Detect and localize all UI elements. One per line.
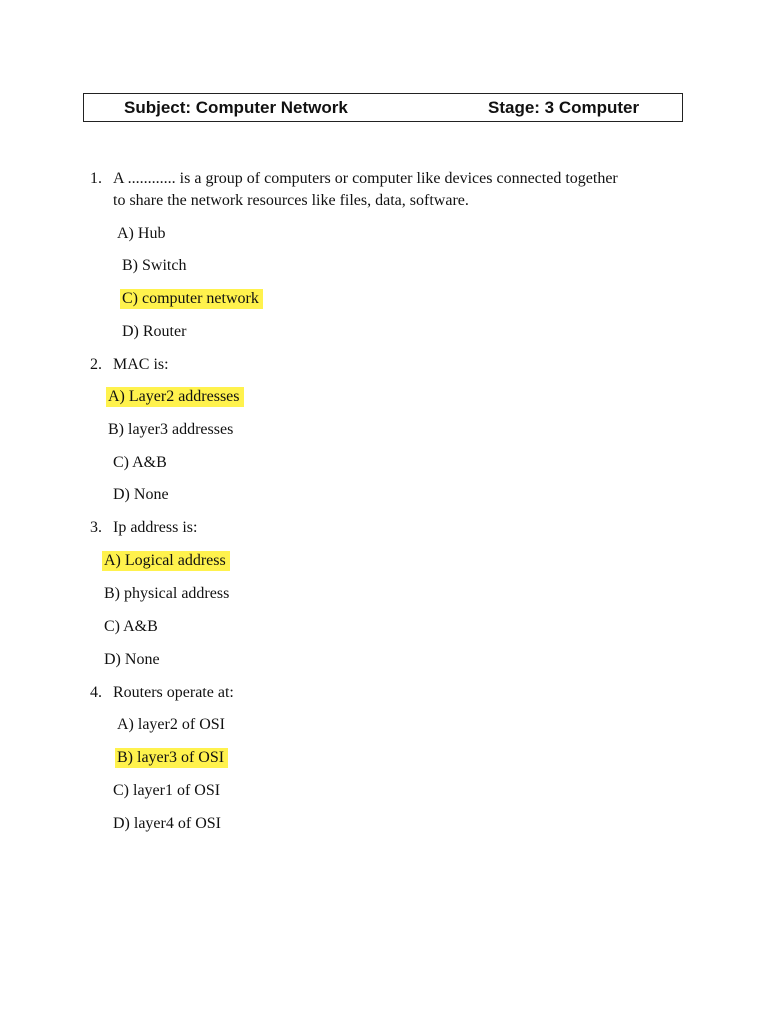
- question-2-text: MAC is:: [113, 356, 169, 373]
- question-4-option-a: A) layer2 of OSI: [117, 716, 225, 733]
- stage-label: Stage: 3 Computer: [488, 98, 640, 117]
- subject-label: Subject: Computer Network: [124, 98, 348, 117]
- question-3-option-a-highlighted: A) Logical address: [102, 551, 230, 571]
- header-box: [83, 93, 683, 122]
- question-3-option-c: C) A&B: [104, 618, 158, 635]
- question-1-option-d: D) Router: [122, 323, 187, 340]
- question-2-number: 2.: [90, 356, 102, 373]
- question-3-option-d: D) None: [104, 651, 160, 668]
- question-4-number: 4.: [90, 684, 102, 701]
- question-2-option-d: D) None: [113, 486, 169, 503]
- question-3-text: Ip address is:: [113, 519, 198, 536]
- question-1-option-a: A) Hub: [117, 225, 166, 242]
- question-1-text-line2: to share the network resources like files, data, software.: [113, 192, 469, 209]
- question-1-option-b: B) Switch: [122, 257, 187, 274]
- question-2-option-b: B) layer3 addresses: [108, 421, 234, 438]
- question-4-option-b-highlighted: B) layer3 of OSI: [115, 748, 228, 768]
- question-3-option-b: B) physical address: [104, 585, 230, 602]
- question-4-option-c: C) layer1 of OSI: [113, 782, 221, 799]
- question-4-text: Routers operate at:: [113, 684, 234, 701]
- question-1-text-line1: A ............ is a group of computers or computer like devices connected together: [113, 170, 618, 187]
- question-4-option-d: D) layer4 of OSI: [113, 815, 221, 832]
- question-3-number: 3.: [90, 519, 102, 536]
- question-2-option-a-highlighted: A) Layer2 addresses: [106, 387, 244, 407]
- question-1-number: 1.: [90, 170, 102, 187]
- question-2-option-c: C) A&B: [113, 454, 167, 471]
- question-1-option-c-highlighted: C) computer network: [120, 289, 263, 309]
